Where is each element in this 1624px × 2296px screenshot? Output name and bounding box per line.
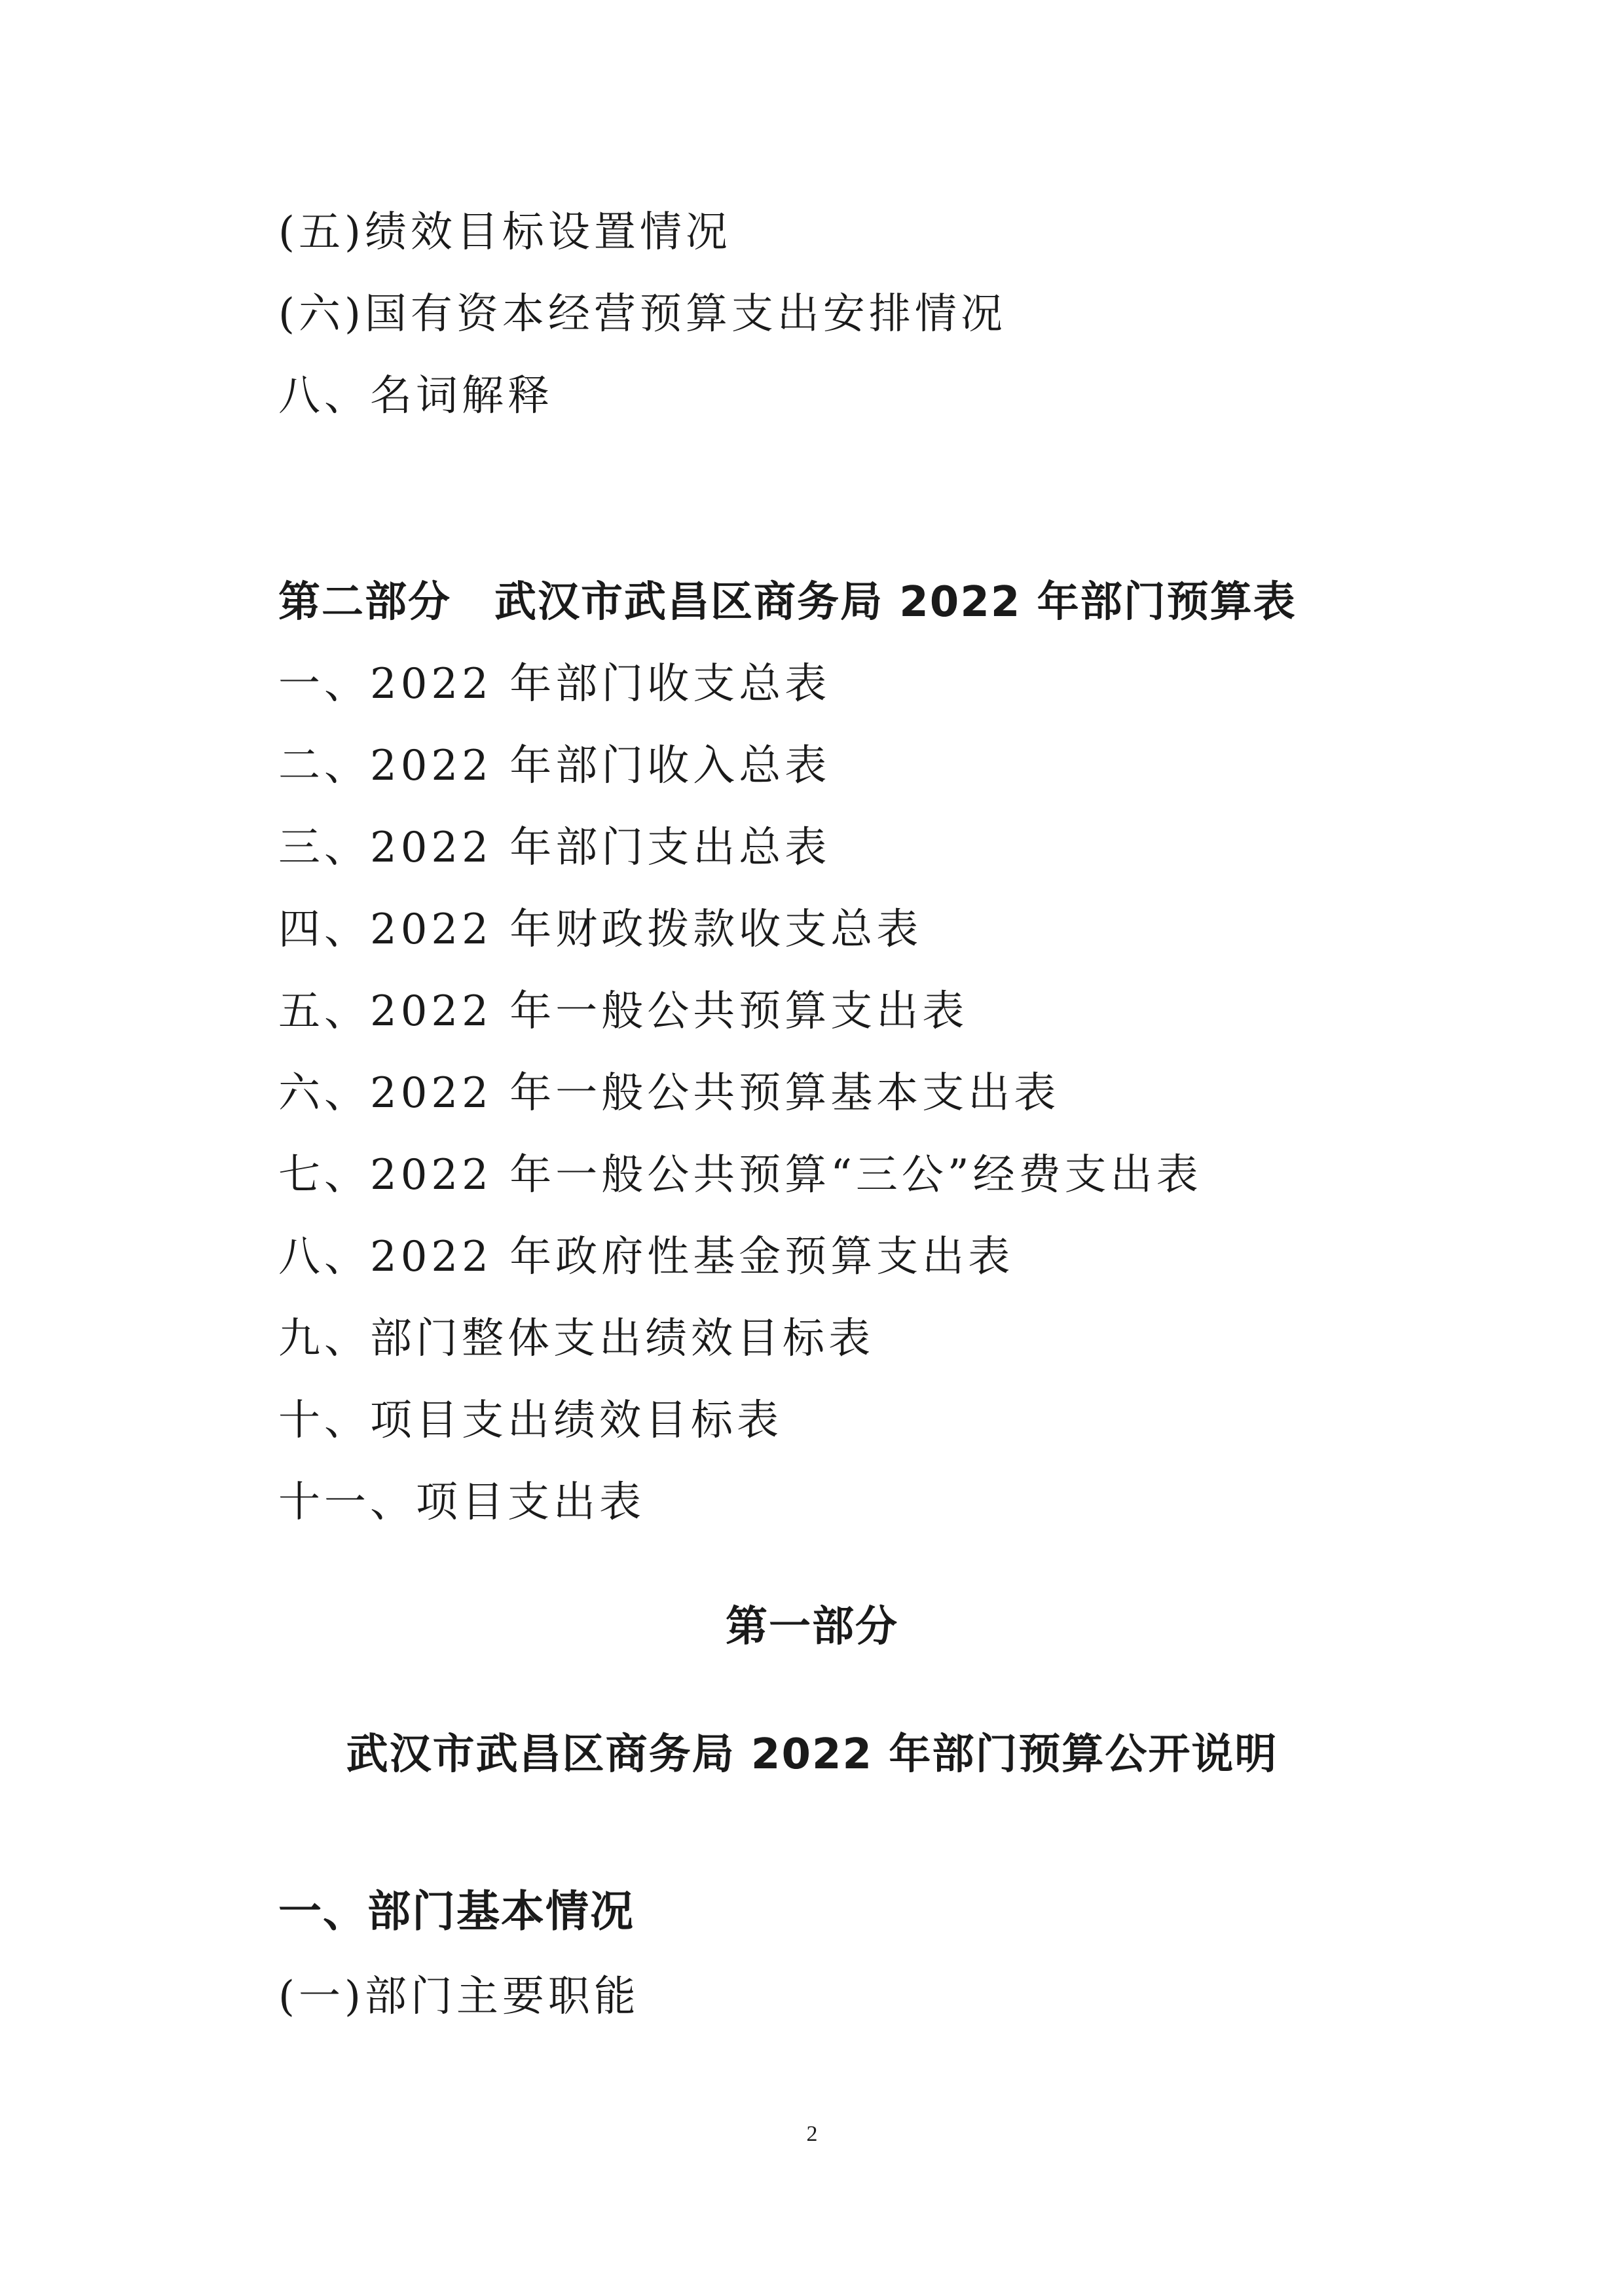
part1-title: 武汉市武昌区商务局 2022 年部门预算公开说明 — [346, 1730, 1278, 1779]
toc-table-item: 五、2022 年一般公共预算支出表 — [278, 987, 969, 1036]
toc-table-item: 十一、项目支出表 — [278, 1478, 645, 1527]
toc-table-item: 十、项目支出绩效目标表 — [278, 1396, 783, 1445]
subsection-main-functions: (一)部门主要职能 — [278, 1973, 640, 2021]
toc-item-state-capital: (六)国有资本经营预算支出安排情况 — [278, 290, 1006, 338]
toc-table-item: 七、2022 年一般公共预算“三公”经费支出表 — [278, 1151, 1202, 1199]
toc-table-item: 四、2022 年财政拨款收支总表 — [278, 905, 923, 954]
toc-table-item: 六、2022 年一般公共预算基本支出表 — [278, 1069, 1060, 1118]
section-heading-basic-info: 一、部门基本情况 — [278, 1886, 635, 1937]
part2-heading: 第二部分 武汉市武昌区商务局 2022 年部门预算表 — [278, 578, 1297, 627]
toc-item-performance-goals: (五)绩效目标设置情况 — [278, 208, 731, 257]
page-number: 2 — [806, 2122, 818, 2146]
toc-table-item: 三、2022 年部门支出总表 — [278, 824, 831, 872]
toc-table-item: 二、2022 年部门收入总表 — [278, 742, 831, 790]
toc-item-glossary: 八、名词解释 — [278, 372, 553, 420]
toc-table-item: 九、部门整体支出绩效目标表 — [278, 1315, 874, 1363]
part1-label: 第一部分 — [726, 1603, 898, 1651]
toc-table-item: 八、2022 年政府性基金预算支出表 — [278, 1233, 1014, 1281]
toc-table-item: 一、2022 年部门收支总表 — [278, 660, 831, 708]
